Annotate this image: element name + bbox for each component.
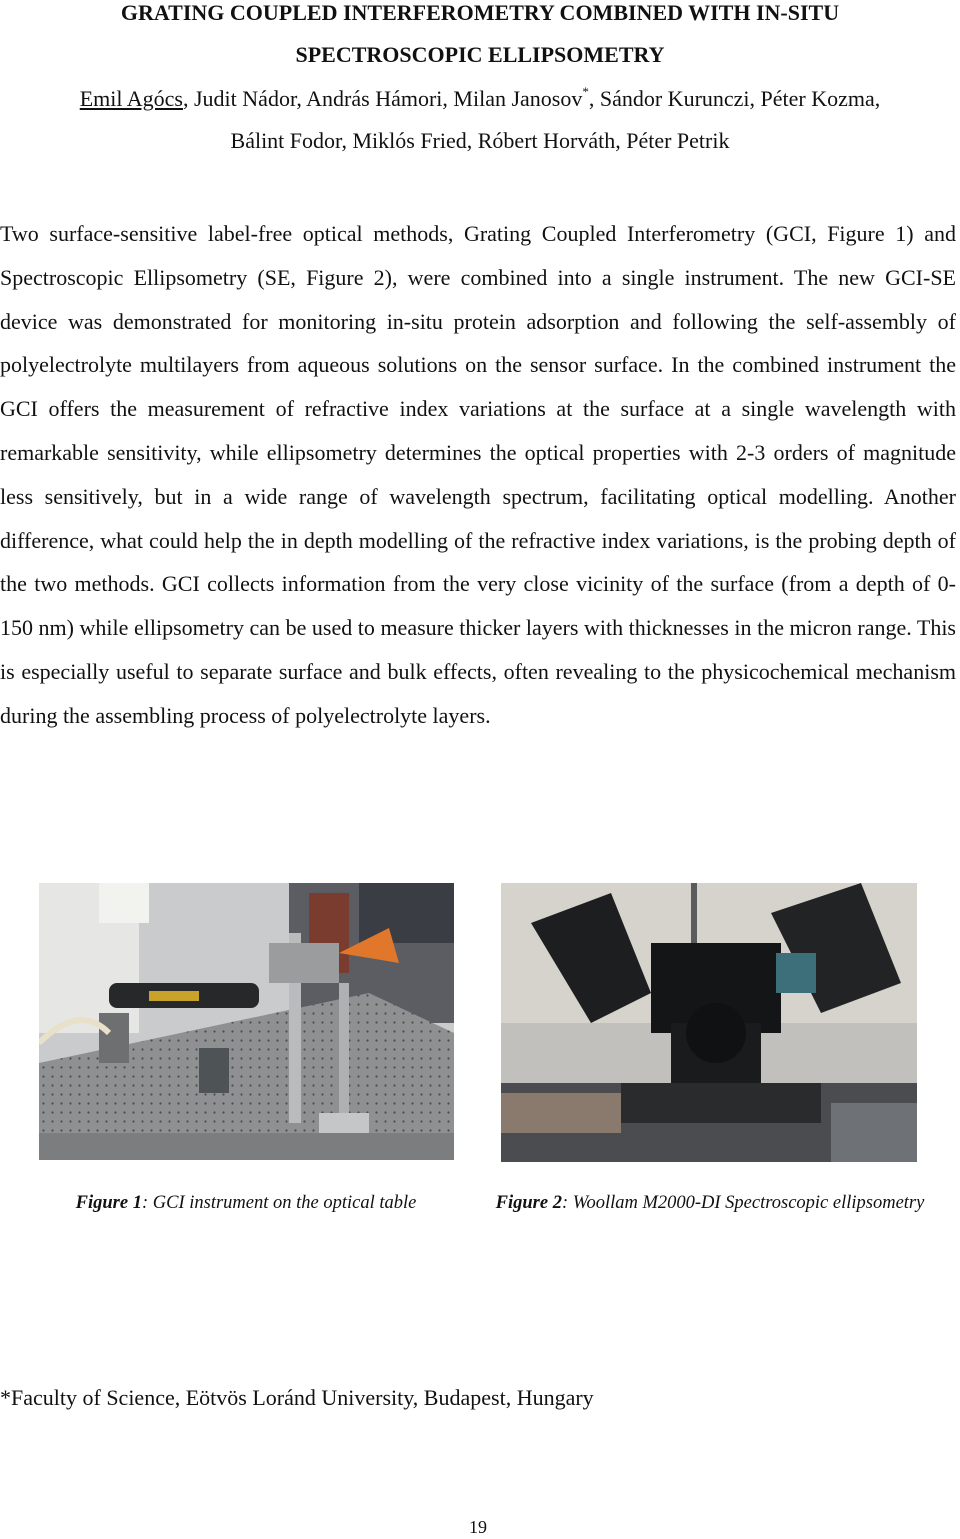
paper-title-line-2: SPECTROSCOPIC ELLIPSOMETRY: [295, 42, 665, 67]
abstract-paragraph: Two surface-sensitive label-free optical methods, Grating Coupled Interferometry (GCI, Figure 1) and Spectroscopic Ellipsometry (SE, Figure 2), were combined into a single instrument. The new GCI-SE device was demonstrated for monitoring in-situ protein adsorption and following the self-assembly of polyelectrolyte multilayers from aqueous solutions on the sensor surface. In the combined instrument the GCI offers the measurement of refractive index variations at the surface at a single wavelength with remarkable sensitivity, while ellipsometry determines the optical properties with 2-3 orders of magnitude less sensitively, but in a wide range of wavelength spectrum, facilitating optical modelling. Another difference, what could help the in depth modelling of the refractive index variations, is the probing depth of the two methods. GCI collects information from the very close vicinity of the surface (from a depth of 0-150 nm) while ellipsometry can be used to measure thicker layers with thicknesses in the micron range. This is especially useful to separate surface and bulk effects, often revealing to the physicochemical mechanism during the assembling process of polyelectrolyte layers.: [0, 221, 956, 728]
figure-1-text: : GCI instrument on the optical table: [141, 1193, 417, 1213]
paper-title-line-1: GRATING COUPLED INTERFEROMETRY COMBINED WITH IN-SITU: [120, 0, 840, 25]
author-list-line-1: [0, 84, 960, 114]
affiliation-mark: *: [582, 84, 589, 99]
figure-2-text: : Woollam M2000-DI Spectroscopic ellipsometry: [561, 1193, 925, 1213]
author-list-line-2: Bálint Fodor, Miklós Fried, Róbert Horváth, Péter Petrik: [230, 128, 730, 153]
figure-1-caption: [30, 1191, 462, 1215]
affiliation-footnote: *Faculty of Science, Eötvös Loránd University, Budapest, Hungary: [0, 1385, 594, 1410]
presenting-author: Emil Agócs: [79, 86, 183, 111]
figure-2-photo: [501, 883, 917, 1162]
figure-1-label: Figure 1: [75, 1193, 142, 1213]
author-names-end: , Sándor Kurunczi, Péter Kozma,: [588, 86, 881, 111]
author-names: , Judit Nádor, András Hámori, Milan Janosov: [183, 86, 583, 111]
figure-1-photo: [39, 883, 454, 1160]
figure-2-label: Figure 2: [495, 1193, 562, 1213]
figure-2-caption: [492, 1191, 928, 1215]
page-number: 19: [469, 1517, 487, 1537]
